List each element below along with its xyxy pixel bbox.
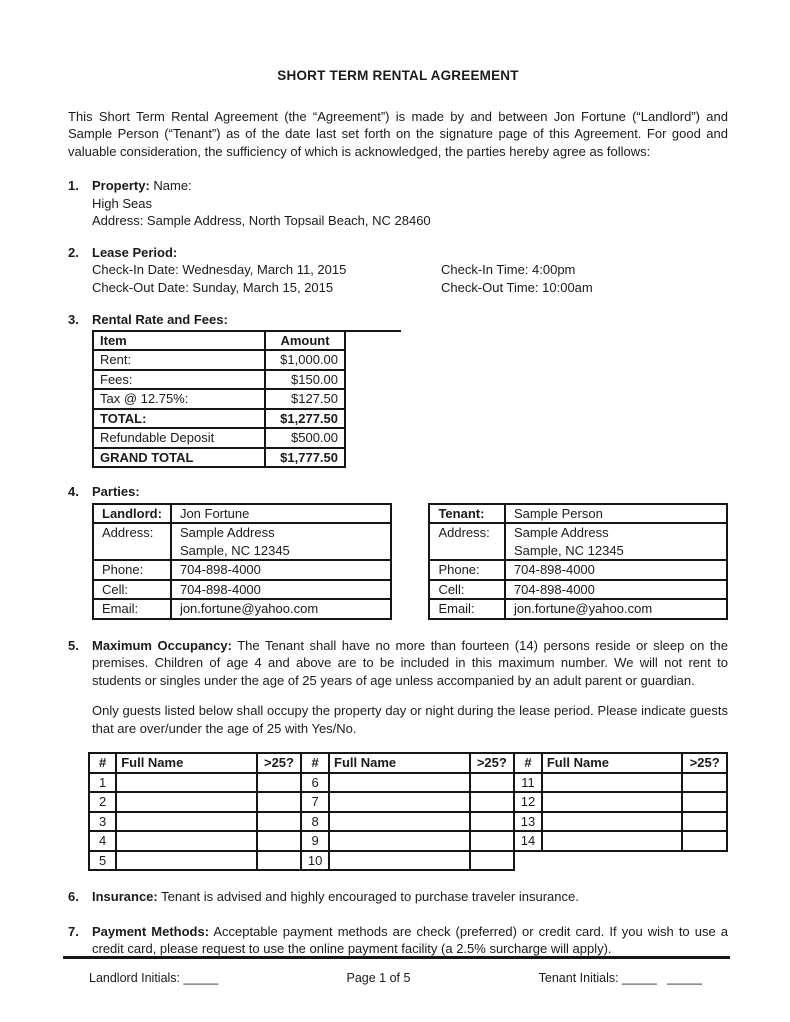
tenant-address (505, 523, 727, 560)
tenant-phone: 704-898-4000 (505, 560, 727, 580)
lease-period-label: Lease Period: (92, 244, 178, 260)
section-payment-body (92, 923, 728, 958)
payment-label: Payment Methods: (92, 923, 210, 939)
table-row (93, 599, 391, 619)
table-row (93, 389, 345, 409)
fee-amount: $127.50 (265, 389, 345, 409)
tenant-cell-label: Cell: (429, 580, 505, 600)
fee-header-item: Item (93, 331, 265, 351)
guest-number: 10 (301, 851, 329, 871)
fee-item: Rent: (93, 350, 265, 370)
landlord-address-line2: Sample, NC 12345 (179, 542, 290, 558)
lease-period-heading (92, 244, 728, 262)
guest-row (89, 792, 727, 812)
guest-over25-cell (470, 812, 515, 832)
fee-item: Refundable Deposit (93, 428, 265, 448)
rental-rate-label: Rental Rate and Fees: (92, 312, 228, 327)
rental-rate-heading (92, 311, 728, 329)
checkin-date: Check-In Date: Wednesday, March 11, 2015 (92, 262, 347, 277)
section-payment-methods (68, 923, 728, 958)
property-heading-line (92, 177, 728, 195)
guest-name-cell (329, 831, 469, 851)
landlord-role-label: Landlord: (93, 504, 171, 524)
checkout-row (92, 279, 728, 297)
guest-name-cell (542, 831, 682, 851)
guest-number: 4 (89, 831, 116, 851)
guest-name-cell (116, 851, 256, 871)
guest-row (89, 851, 727, 871)
checkout-date: Check-Out Date: Sunday, March 15, 2015 (92, 279, 334, 295)
fee-amount-total: $1,277.50 (265, 409, 345, 429)
section-property (68, 177, 728, 230)
tenant-phone-label: Phone: (429, 560, 505, 580)
landlord-address-label: Address: (93, 523, 171, 560)
guest-number: 7 (301, 792, 329, 812)
insurance-text: Tenant is advised and highly encouraged to purchase traveler insurance. (161, 889, 579, 904)
tenant-cell: 704-898-4000 (505, 580, 727, 600)
landlord-cell-label: Cell: (93, 580, 171, 600)
tenant-table (428, 503, 728, 620)
table-row (93, 560, 391, 580)
landlord-address-line1: Sample Address (179, 525, 275, 540)
guest-over25-cell (682, 792, 727, 812)
guest-number: 1 (89, 773, 116, 793)
tenant-name: Sample Person (505, 504, 727, 524)
guest-name-cell (329, 851, 469, 871)
tenant-role-label: Tenant: (429, 504, 505, 524)
guest-over25-cell (257, 812, 302, 832)
landlord-cell: 704-898-4000 (171, 580, 392, 600)
page-footer (63, 956, 730, 988)
table-row (429, 560, 727, 580)
guest-number: 2 (89, 792, 116, 812)
table-row (93, 350, 345, 370)
guest-over25-cell (257, 851, 302, 871)
intro-paragraph: This Short Term Rental Agreement (the “Agreement”) is made by and between Jon Fortune (“Landlord”) and Sample Person (“Tenant”) as of the date last set forth on the signature page of this Agreement. For good and valuable consideration, the sufficiency of which is acknowledged, the parties hereby agree as follows: (68, 108, 728, 159)
table-row-total (93, 409, 345, 429)
table-row (93, 580, 391, 600)
table-row (93, 504, 391, 524)
fee-amount-grand-total: $1,777.50 (265, 448, 345, 468)
guest-over25-cell (257, 792, 302, 812)
guest-number: 9 (301, 831, 329, 851)
section-property-body (92, 177, 728, 230)
occupancy-label: Maximum Occupancy: (92, 637, 232, 653)
parties-tables (92, 503, 728, 620)
tenant-initials: Tenant Initials: _____ _____ (538, 971, 702, 985)
parties-label: Parties: (92, 484, 140, 499)
section-number-7: 7. (68, 923, 79, 939)
payment-paragraph (92, 923, 728, 958)
landlord-table (92, 503, 392, 620)
guest-over25-cell (257, 773, 302, 793)
document-title: SHORT TERM RENTAL AGREEMENT (277, 68, 519, 83)
landlord-address (171, 523, 392, 560)
guest-table (88, 752, 728, 871)
guest-name-cell (116, 812, 256, 832)
guest-row (89, 773, 727, 793)
guest-over25-cell (470, 792, 515, 812)
section-number-3: 3. (68, 312, 79, 327)
guest-empty-region (542, 851, 682, 871)
guest-over25-cell (470, 831, 515, 851)
checkout-time: Check-Out Time: 10:00am (441, 279, 593, 295)
section-rental-body (92, 311, 728, 468)
guest-name-cell (116, 831, 256, 851)
guest-number: 8 (301, 812, 329, 832)
guest-over25-cell (257, 831, 302, 851)
landlord-email-label: Email: (93, 599, 171, 619)
guest-name-cell (542, 792, 682, 812)
guest-name-cell (116, 773, 256, 793)
guest-header-over25: >25? (470, 753, 515, 773)
fee-table-top-rule-extension (346, 330, 401, 332)
section-max-occupancy (68, 637, 728, 872)
section-number-2: 2. (68, 244, 79, 260)
occupancy-paragraph (92, 637, 728, 690)
guest-row (89, 812, 727, 832)
guest-empty-region (514, 851, 542, 871)
landlord-name: Jon Fortune (171, 504, 392, 524)
guest-header-fullname: Full Name (542, 753, 682, 773)
tenant-address-line2: Sample, NC 12345 (513, 542, 624, 558)
guest-empty-region (682, 851, 727, 871)
tenant-address-label: Address: (429, 523, 505, 560)
guest-instructions: Only guests listed below shall occupy the property day or night during the lease period. Please indicate guests that are over/under the age of 25 with Yes/No. (92, 703, 728, 736)
section-lease-body (92, 244, 728, 297)
guest-number: 3 (89, 812, 116, 832)
property-name-label: Name: (153, 178, 192, 193)
table-row (429, 580, 727, 600)
guest-row (89, 831, 727, 851)
guest-header-fullname: Full Name (329, 753, 469, 773)
section-parties (68, 483, 728, 620)
fee-amount: $1,000.00 (265, 350, 345, 370)
fee-header-amount: Amount (265, 331, 345, 351)
fee-header-row (93, 331, 345, 351)
guest-over25-cell (470, 851, 515, 871)
table-row (93, 428, 345, 448)
landlord-email: jon.fortune@yahoo.com (171, 599, 392, 619)
property-label: Property: (92, 178, 150, 193)
table-row (93, 370, 345, 390)
payment-text: Acceptable payment methods are check (preferred) or credit card. If you wish to use a credit card, please request to use the online payment facility (a 2.5% surcharge will apply). (92, 923, 728, 956)
section-number-6: 6. (68, 889, 79, 904)
fee-item-total: TOTAL: (93, 409, 265, 429)
guest-header-over25: >25? (257, 753, 302, 773)
section-number-1: 1. (68, 178, 79, 193)
guest-header-number: # (89, 753, 116, 773)
property-name-value: High Seas (92, 195, 152, 211)
section-insurance (68, 888, 728, 906)
fee-table (92, 330, 346, 469)
guest-number: 6 (301, 773, 329, 793)
guest-number: 11 (514, 773, 542, 793)
checkin-row (92, 261, 728, 279)
guest-name-cell (542, 773, 682, 793)
section-rental-rate (68, 311, 728, 468)
insurance-label: Insurance: (92, 889, 158, 904)
table-row (429, 523, 727, 560)
fee-amount: $150.00 (265, 370, 345, 390)
section-occupancy-body (92, 637, 728, 872)
fee-table-wrap (92, 330, 346, 469)
section-number-5: 5. (68, 637, 79, 653)
guest-header-fullname: Full Name (116, 753, 256, 773)
table-row-grand-total (93, 448, 345, 468)
tenant-email: jon.fortune@yahoo.com (505, 599, 727, 619)
guest-name-cell (542, 812, 682, 832)
landlord-initials: Landlord Initials: _____ (89, 971, 219, 985)
guest-header-row (89, 753, 727, 773)
tenant-address-line1: Sample Address (513, 525, 609, 540)
page-number: Page 1 of 5 (346, 971, 411, 985)
table-row (429, 504, 727, 524)
guest-number: 14 (514, 831, 542, 851)
footer-row (63, 959, 730, 988)
checkin-time: Check-In Time: 4:00pm (441, 262, 576, 277)
occupancy-text: The Tenant shall have no more than fourteen (14) persons reside or sleep on the premises. Children of age 4 and above are to be included in this maximum number. We will not rent to students or singles under the age of 25 years of age unless accompanied by an adult parent or guardian. (92, 637, 728, 688)
guest-name-cell (329, 792, 469, 812)
property-address-line: Address: Sample Address, North Topsail Beach, NC 28460 (92, 213, 431, 228)
guest-name-cell (329, 812, 469, 832)
table-row (429, 599, 727, 619)
guest-number: 12 (514, 792, 542, 812)
guest-number: 13 (514, 812, 542, 832)
guest-over25-cell (682, 831, 727, 851)
guest-name-cell (116, 792, 256, 812)
section-number-4: 4. (68, 484, 79, 499)
table-row (93, 523, 391, 560)
guest-over25-cell (470, 773, 515, 793)
tenant-email-label: Email: (429, 599, 505, 619)
insurance-paragraph (92, 888, 728, 906)
section-parties-body (92, 483, 728, 620)
guest-header-over25: >25? (682, 753, 727, 773)
guest-over25-cell (682, 812, 727, 832)
section-insurance-body (92, 888, 728, 906)
guest-header-number: # (514, 753, 542, 773)
guest-name-cell (329, 773, 469, 793)
section-lease-period (68, 244, 728, 297)
guest-over25-cell (682, 773, 727, 793)
landlord-phone: 704-898-4000 (171, 560, 392, 580)
fee-amount: $500.00 (265, 428, 345, 448)
landlord-phone-label: Phone: (93, 560, 171, 580)
fee-item-grand-total: GRAND TOTAL (93, 448, 265, 468)
parties-heading (92, 483, 728, 501)
fee-item: Fees: (93, 370, 265, 390)
guest-number: 5 (89, 851, 116, 871)
fee-item: Tax @ 12.75%: (93, 389, 265, 409)
guest-header-number: # (301, 753, 329, 773)
